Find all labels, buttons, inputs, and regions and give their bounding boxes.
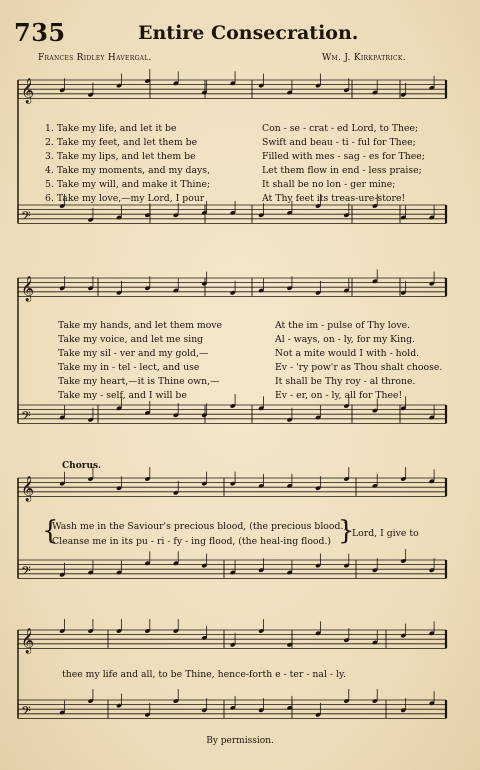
treble-clef-icon: 𝄞 [21, 476, 35, 502]
bass-clef-icon: 𝄢 [21, 563, 31, 582]
lyric-brace: } [338, 516, 355, 546]
treble-clef-icon: 𝄞 [21, 276, 35, 302]
lyricist-credit: Frances Ridley Havergal. [38, 53, 152, 63]
hymn-page: 735 Entire Consecration. Frances Ridley Havergal. Wm. J. Kirkpatrick. 𝄞 𝄢 𝄞 𝄢 𝄞 𝄢 𝄞 𝄢 1. Take my life, and let it be Con - se - crat - ed Lord, to Thee; 2. Take my feet, and let them be Swift and beau - ti - ful for Thee; 3. Take my lips, and let them be Filled with mes - sag - es for Thee; 4. Take my moments, and my days, Let them flow in end - less praise; 5. Take my will, and make it Thine; It shall be no lon - ger mine; 6. Take my love,—my Lord, I pour At Thy feet its treas-ure-store! Take my hands, and let them move At the im - pulse of Thy love. Take my voice, and let me sing Al - ways, on - ly, for my King. Take my sil - ver and my gold,— Not a mite would I with - hold. Take my in - tel - lect, and use Ev - 'ry pow'r as Thou shalt choose. Take my heart,—it is Thine own,— It shall be Thy roy - al throne. Take my - self, and I will be Ev - er, on - ly, all for Thee! Chorus. { } Wash me in the Saviour's precious blood, (the precious blood.) Cleanse me in its pu - ri - fy - ing flood, (the heal-ing flood.) Lord, I give to thee my life and all, to be Thine, hence-forth e - ter - nal - ly. By permission. [0, 0, 480, 770]
bass-clef-icon: 𝄢 [21, 408, 31, 427]
chorus-label: Chorus. [62, 461, 102, 471]
chorus-line-1: Wash me in the Saviour's precious blood, (the precious blood.) [52, 521, 348, 532]
final-lyric-line: thee my life and all, to be Thine, hence-forth e - ter - nal - ly. [62, 669, 346, 680]
chorus-response: Lord, I give to [352, 528, 419, 539]
composer-credit: Wm. J. Kirkpatrick. [322, 53, 406, 63]
bass-clef-icon: 𝄢 [21, 208, 31, 227]
hymn-number: 735 [14, 18, 66, 47]
permission-note: By permission. [206, 736, 274, 746]
chorus-line-2: Cleanse me in its pu - ri - fy - ing flood, (the heal-ing flood.) [52, 536, 332, 547]
bass-clef-icon: 𝄢 [21, 703, 31, 722]
hymn-title: Entire Consecration. [138, 22, 359, 44]
lyric-brace: { [42, 516, 59, 546]
treble-clef-icon: 𝄞 [21, 628, 35, 654]
treble-clef-icon: 𝄞 [21, 78, 35, 104]
